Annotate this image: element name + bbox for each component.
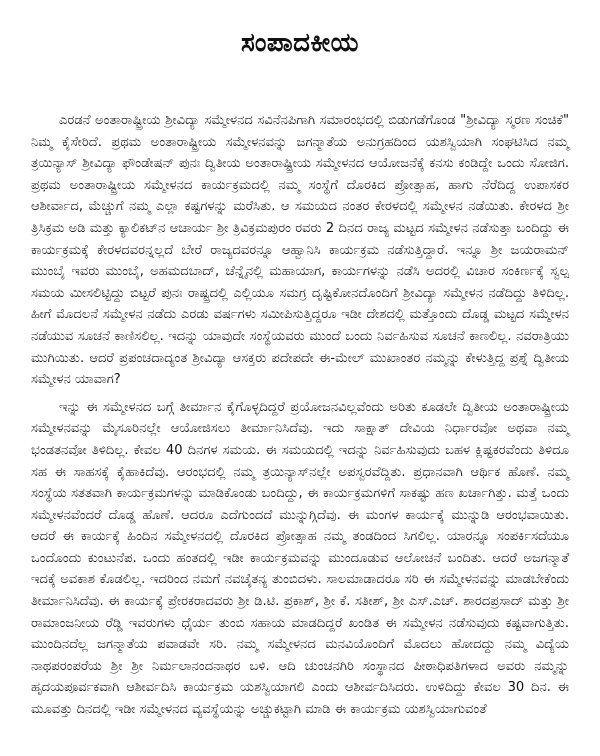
paragraph-2: ಇನ್ನು ಈ ಸಮ್ಮೇಳನದ ಬಗ್ಗೆ ತೀರ್ಮಾನ ಕೈಗೊಳ್ಳದಿದ್ದರೆ ಪ್ರಯೋಜನವಿಲ್ಲವೆಂದು ಅರಿತು ಕೂಡಲೇ ದ್ವಿತೀಯ ಅಂತಾರಾಷ್ಟ್ರೀಯ ಸಮ್ಮೇಳನವನ್ನು ಮೈಸೂರಿನಲ್ಲೇ ಆಯೋಜಿಸಲು ತೀರ್ಮಾನಿಸಿದೆವು. ಇದು ಸಾಕ್ಷಾತ್ ದೇವಿಯ ನಿರ್ಧಾರವೋ ಅಥವಾ ನಮ್ಮ ಭಂಡತನವೋ ತಿಳಿದಿಲ್ಲ. ಕೇವಲ 40 ದಿನಗಳ ಸಮಯ. ಈ ಸಮಯದಲ್ಲಿ ಇದನ್ನು ನಿರ್ವಹಿಸುವುದು ಬಹಳ ಕ್ಲಿಷ್ಟಕರವೆಂದು ತಿಳಿದೂ ಸಹ ಈ ಸಾಹಸಕ್ಕೆ ಕೈಹಾಕಿದೆವು. ಆರಂಭದಲ್ಲಿ ನಮ್ಮ ತ್ರಯಿನ್ಯಾಸ್‌ನಲ್ಲೇ ಅಪಸ್ವರವೆದ್ದಿತು. ಪ್ರಧಾನವಾಗಿ ಆರ್ಥಿಕ ಹೊಣೆ. ನಮ್ಮ ಸಂಸ್ಥೆಯ ಸತತವಾಗಿ ಕಾರ್ಯಕ್ರಮಗಳನ್ನು ಮಾಡಿಕೊಂಡು ಬಂದಿದ್ದು, ಈ ಕಾರ್ಯಕ್ರಮಗಳಿಗೆ ಸಾಕಷ್ಟು ಹಣ ಖರ್ಚಾಗಿತ್ತು. ಮತ್ತೆ ಒಂದು ಸಮ್ಮೇಳನವೆಂದರೆ ದೊಡ್ಡ ಹೊಣೆ. ಆದರೂ ಎದೆಗುಂದದೆ ಮುನ್ನುಗ್ಗಿದೆವು. ಈ ಮಂಗಳ ಕಾರ್ಯಕ್ಕೆ ಮುನ್ನುಡಿ ಆರಂಭವಾಯಿತು. ಆದರೆ ಈ ಕಾರ್ಯಕ್ಕೆ ಹಿಂದಿನ ಸಮ್ಮೇಳನದಲ್ಲಿ ದೊರಕಿದ ಪ್ರೋತ್ಸಾಹ ನಮ್ಮ ತಂಡದಿಂದ ಸಿಗಲಿಲ್ಲ. ಯಾರನ್ನೂ ಸಂಪರ್ಕಿಸದೆಯೂ ಒಂದೊಂದು ಕುಂಟುನೆಪ. ಒಂದು ಹಂತದಲ್ಲಿ ಇಡೀ ಕಾರ್ಯಕ್ರಮವನ್ನು ಮುಂದೂಡುವ ಆಲೋಚನೆ ಬಂದಿತು. ಆದರೆ ಅಜಗನ್ಮಾತೆ ಇದಕ್ಕೆ ಅವಕಾಶ ಕೊಡಲಿಲ್ಲ. ಇದರಿಂದ ನಮಗೆ ನವಚೈತನ್ಯ ತುಂಬಿದಳು. ಸಾಲಮಾಡಾದರೂ ಸರಿ ಈ ಸಮ್ಮೇಳನವನ್ನು ಮಾಡಬೇಕೆಂದು ತೀರ್ಮಾನಿಸಿದೆವು. ಈ ಕಾರ್ಯಕ್ಕೆ ಪ್ರೇರಕರಾದವರು ಶ್ರೀ ಡಿ.ಟಿ. ಪ್ರಕಾಶ್, ಶ್ರೀ ಕೆ. ಸತೀಶ್, ಶ್ರೀ ಎಸ್.ಎಚ್. ಶಾರದಪ್ರಸಾದ್ ಮತ್ತು ಶ್ರೀ ರಾಮಾಂಜನೀಯ ರೆಡ್ಡಿ ಇವರುಗಳು ಧೈರ್ಯ ತುಂಬಿ ಸಹಾಯ ಮಾಡದಿದ್ದರೆ ಖಂಡಿತ ಈ ಸಮ್ಮೇಳನ ನಡೆಸುವುದು ಕಷ್ಟವಾಗುತ್ತಿತು. ಮುಂದಿನದೆಲ್ಲ ಜಗನ್ಮಾತೆಯ ಪವಾಡವೇ ಸರಿ. ನಮ್ಮ ಸಮ್ಮೇಳನದ ಮನವಿಯೊಂದಿಗೆ ಮೊದಲು ಹೋದದ್ದು ನಮ್ಮ ವಿದ್ಯೆಯ ನಾಥಪರಂಪರೆಯ ಶ್ರೀ ಶ್ರೀ ನಿರ್ಮಲಾನಂದನಾಥರ ಬಳಿ. ಆದಿ ಚುಂಚನಗಿರಿ ಸಂಸ್ಥಾನದ ಪೀಠಾಧಿಪತಿಗಳಾದ ಅವರು ನಮ್ಮನ್ನು ಹೃದಯಪೂರ್ವಕವಾಗಿ ಆಶೀರ್ವದಿಸಿ ಕಾರ್ಯಕ್ರಮ ಯಶಸ್ವಿಯಾಗಲಿ ಎಂದು ಆಶೀರ್ವದಿಸಿದರು. ಉಳಿದಿದ್ದು ಕೇವಲ 30 ದಿನ. ಈ ಮೂವತ್ತು ದಿನದಲ್ಲಿ ಇಡೀ ಸಮ್ಮೇಳನದ ವ್ಯವಸ್ಥೆಯನ್ನು ಅಚ್ಚುಕಟ್ಟಾಗಿ ಮಾಡಿ ಈ ಕಾರ್ಯಕ್ರಮ ಯಶಸ್ವಿಯಾಗುವಂತೆ <box>31 399 569 718</box>
paragraph-1: ಎರಡನೆ ಅಂತಾರಾಷ್ಟ್ರೀಯ ಶ್ರೀವಿದ್ಯಾ ಸಮ್ಮೇಳನದ ಸವಿನೆನಪಿಗಾಗಿ ಸಮಾರಂಭದಲ್ಲಿ ಬಿಡುಗಡೆಗೊಂಡ "ಶ್ರೀವಿದ್ಯಾ ಸ್ಮರಣ ಸಂಚಿಕೆ" ನಿಮ್ಮ ಕೈಸೇರಿದೆ. ಪ್ರಥಮ ಅಂತಾರಾಷ್ಟ್ರೀಯ ಸಮ್ಮೇಳನವನ್ನು ಜಗನ್ಮಾತೆಯ ಅನುಗ್ರಹದಿಂದ ಯಶಸ್ವಿಯಾಗಿ ಸಂಘಟಿಸಿದ ನಮ್ಮ ತ್ರಯಿನ್ಯಾಸ್ ಶ್ರೀವಿದ್ಯಾ ಫೌಂಡೇಷನ್ ಪುನಃ ದ್ವಿತೀಯ ಅಂತಾರಾಷ್ಟ್ರೀಯ ಸಮ್ಮೇಳನದ ಆಯೋಜನೆಕ್ಕೆ ಕನಸು ಕಂಡಿದ್ದೇ ಒಂದು ಸೋಜಿಗ. ಪ್ರಥಮ ಅಂತಾರಾಷ್ಟ್ರೀಯ ಸಮ್ಮೇಳನದ ಕಾರ್ಯಕ್ರಮದಲ್ಲಿ ನಮ್ಮ ಸಂಸ್ಥೆಗೆ ದೊರಕಿದ ಪ್ರೋತ್ಸಾಹ, ಹಾಗು ನೆರೆದಿದ್ದ ಉಪಾಸಕರ ಆಶೀರ್ವಾದ, ಮೆಚ್ಚುಗೆ ನಮ್ಮ ಎಲ್ಲಾ ಕಷ್ಟಗಳನ್ನು ಮರೆಸಿತು. ಆ ಸಮಯದ ನಂತರ ಕೇರಳದಲ್ಲಿ ಸಮ್ಮೇಳನ ನಡೆಯಿತು. ಕೇರಳದ ಶ್ರೀ ತ್ರಿಸಿಕ್ರಮ ಅಡಿ ಮತ್ತು ಕ್ಯಾಲಿಕಟ್‌ನ ಆಚಾರ್ಯ ಶ್ರೀ ತ್ರಿವಿಕ್ರಮಪುರಂ ರವರು 2 ದಿನದ ರಾಜ್ಯ ಮಟ್ಟದ ಸಮ್ಮೇಳನ ನಡೆಸುತ್ತಾ ಬಂದಿದ್ದು ಈ ಕಾರ್ಯಕ್ರಮಕ್ಕೆ ಕೇರಳದವರನ್ನಲ್ಲದೆ ಬೇರೆ ರಾಜ್ಯದವರನ್ನೂ ಆಹ್ವಾನಿಸಿ ಕಾರ್ಯಕ್ರಮ ನಡೆಸುತ್ತಿದ್ದಾರೆ. ಇನ್ನೂ ಶ್ರೀ ಜಯರಾಮನ್ ಮುಂಬೈ ಇವರು ಮುಂಬೈ, ಅಹಮದಬಾದ್, ಚೆನ್ನೈನಲ್ಲಿ ಮಹಾಯಾಗ, ಕಾರ್ಯಗಳನ್ನು ನಡೆಸಿ ಅದರಲ್ಲಿ ವಿಚಾರ ಸಂಕಿರ್ಣಕ್ಕೆ ಸ್ವಲ್ಪ ಸಮಯ ಮೀಸಲಿಟ್ಟಿದ್ದು ಬಿಟ್ಟರೆ ಪುನಃ ರಾಷ್ಟ್ರದಲ್ಲಿ ಎಲ್ಲಿಯೂ ಸಮಗ್ರ ದೃಷ್ಟಿಕೋನದೊಂದಿಗೆ ಶ್ರೀವಿದ್ಯಾ ಸಮ್ಮೇಳನ ನಡೆದಿದ್ದು ತಿಳಿದಿಲ್ಲ. ಹೀಗೆ ಮೊದಲನೆ ಸಮ್ಮೇಳನ ನಡೆದು ಎರಡು ವರ್ಷಗಳು ಸಮೀಪಿಸುತ್ತಿದ್ದರೂ ಇಡೀ ದೇಶದಲ್ಲಿ ಮತ್ತೊಂದು ದೊಡ್ಡ ಮಟ್ಟದ ಸಮ್ಮೇಳನ ನಡೆಯುವ ಸೂಚನೆ ಕಾಣಿಸಲಿಲ್ಲ. ಇದನ್ನು ಯಾವುದೇ ಸಂಸ್ಥೆಯವರು ಮುಂದೆ ಬಂದು ನಿರ್ವಹಿಸುವ ಸೂಚನೆ ಕಾಣಲಿಲ್ಲ. ನವರಾತ್ರಿಯು ಮುಗಿಯಿತು. ಆದರೆ ಪ್ರಪಂಚದಾದ್ಯಂತ ಶ್ರೀವಿದ್ಯಾ ಆಸಕ್ತರು ಪದೇಪದೇ ಈ-ಮೇಲ್ ಮುಖಾಂತರ ನಮ್ಮನ್ನು ಕೇಳುತ್ತಿದ್ದ ಪ್ರಶ್ನೆ ದ್ವಿತೀಯ ಸಮ್ಮೇಳನ ಯಾವಾಗ? <box>31 113 569 388</box>
page-title: ಸಂಪಾದಕೀಯ <box>241 28 359 58</box>
